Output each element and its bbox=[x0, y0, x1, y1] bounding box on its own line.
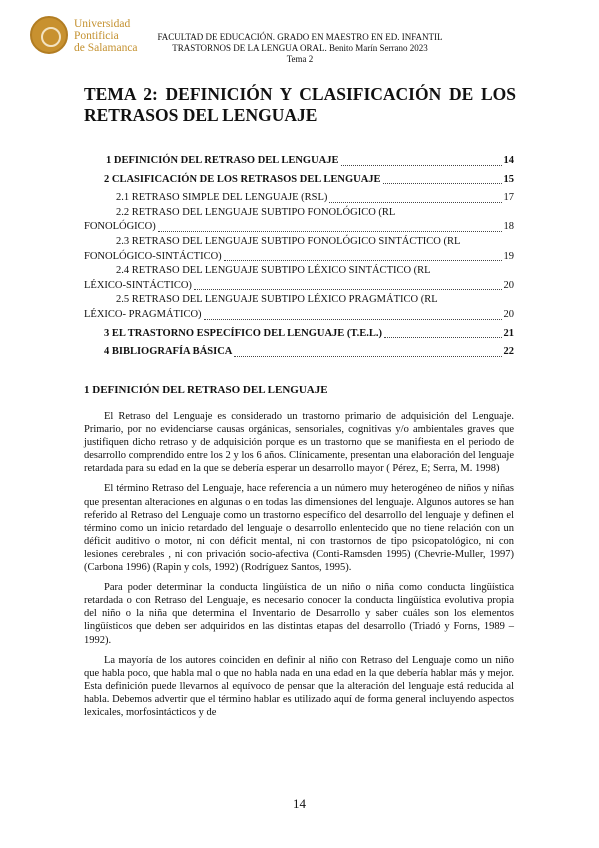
section-heading: 1 DEFINICIÓN DEL RETRASO DEL LENGUAJE bbox=[84, 384, 328, 396]
university-name: Universidad Pontificia de Salamanca bbox=[74, 18, 138, 54]
document-title: TEMA 2: DEFINICIÓN Y CLASIFICACIÓN DE LOS RETRASOS DEL LENGUAJE bbox=[84, 84, 516, 125]
toc-entry[interactable]: 1 DEFINICIÓN DEL RETRASO DEL LENGUAJE 14 bbox=[106, 155, 514, 166]
university-logo bbox=[30, 14, 150, 62]
page-header bbox=[150, 32, 450, 65]
paragraph: La mayoría de los autores coinciden en definir al niño con Retraso del Lenguaje como un niño que habla poco, que habla mal o que no habla nada en una edad en la que debería hablar más y mejor. Esta definición puede llevarnos al equívoco de pensar que la alteración del lenguaje está reducida al habla. Debemos advertir que el término hablar es utilizado aquí de forma general incluyendo aspectos lexicales, morfosintácticos y de bbox=[84, 654, 514, 718]
paragraph: El término Retraso del Lenguaje, hace referencia a un número muy heterogéneo de niños y niñas que presentan alteraciones en algunas o en todas las dimensiones del lenguaje. Algunos autores se han referido al Retraso del Lenguaje como un trastorno específico del desarrollo del lenguaje y definen el término como un inicio retardado del lenguaje o desarrollo enlentecido que no tiene relación con un déficit auditivo o motor, ni con déficit mental, ni con trastornos de tipo psicopatológico, ni con lesiones cerebrales , ni con privación socio-afectiva (Conti-Ramsden 1995) (Chevrie-Muller, 1997) (Carbona 1996) (Rapin y cols, 1992) (Rodríguez Santos, 1995). bbox=[84, 483, 514, 574]
header-line-topic: Tema 2 bbox=[286, 54, 314, 64]
toc-entry[interactable]: 2 CLASIFICACIÓN DE LOS RETRASOS DEL LENGUAJE 15 bbox=[104, 173, 514, 185]
table-of-contents bbox=[84, 150, 514, 364]
paragraph: El Retraso del Lenguaje es considerado un trastorno primario de adquisición del Lenguaje. Primario, por no evidenciarse causas orgánicas, sensoriales, cognitivas y/o ambientales graves que justifiquen dicho retraso y de adquisición porque es un trastorno que se manifiesta en el periodo de desarrollo comprendido entre los 2 y los 6 años. Clínicamente, presentan una elaboración del lenguaje retardada para su edad en la que se debería esperar un desarrollo mayor ( Pérez, E; Serra, M. 1998) bbox=[84, 411, 514, 475]
toc-subentry[interactable]: 2.5 RETRASO DEL LENGUAJE SUBTIPO LÉXICO PRAGMÁTICO (RL LÉXICO- PRAGMÁTICO) 20 bbox=[84, 294, 514, 320]
toc-subentry[interactable]: 2.2 RETRASO DEL LENGUAJE SUBTIPO FONOLÓGICO (RL FONOLÓGICO) 18 bbox=[84, 206, 514, 233]
page-number: 14 bbox=[293, 796, 306, 811]
university-seal-icon bbox=[30, 16, 68, 54]
paragraph: Para poder determinar la conducta lingüística de un niño o niña como conducta lingüística retardada o con Retraso del Lenguaje, es necesario conocer la conducta lingüística evolutiva propia del niño o la niña que determina el Inventario de Desarrollo y saber cuáles son los elementos lingüísticos que deben ser adquiridos en las distintas etapas del desarrollo (Triadó y Forns, 1989 –1992). bbox=[84, 582, 514, 646]
header-line-faculty: FACULTAD DE EDUCACIÓN. GRADO EN MAESTRO EN ED. INFANTIL bbox=[157, 32, 443, 42]
toc-subentry[interactable]: 2.1 RETRASO SIMPLE DEL LENGUAJE (RSL) 17 bbox=[116, 192, 514, 204]
body-text bbox=[84, 410, 514, 726]
toc-entry[interactable]: 4 BIBLIOGRAFÍA BÁSICA 22 bbox=[104, 346, 514, 358]
toc-subentry[interactable]: 2.3 RETRASO DEL LENGUAJE SUBTIPO FONOLÓGICO SINTÁCTICO (RL FONOLÓGICO-SINTÁCTICO) 19 bbox=[84, 235, 514, 262]
header-line-course: TRASTORNOS DE LA LENGUA ORAL. Benito Marín Serrano 2023 bbox=[172, 43, 428, 53]
toc-subentry[interactable]: 2.4 RETRASO DEL LENGUAJE SUBTIPO LÉXICO SINTÁCTICO (RL LÉXICO-SINTÁCTICO) 20 bbox=[84, 265, 514, 291]
toc-entry[interactable]: 3 EL TRASTORNO ESPECÍFICO DEL LENGUAJE (T.E.L.) 21 bbox=[104, 327, 514, 339]
